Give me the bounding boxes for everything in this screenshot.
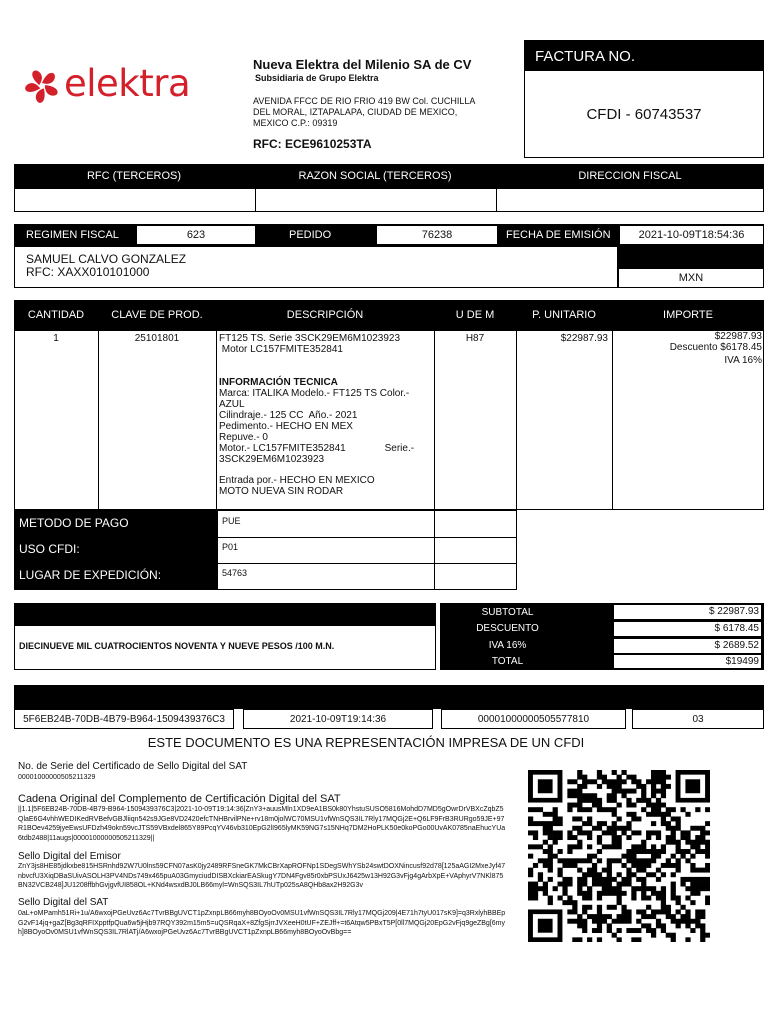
- direccion-fiscal-cell: [496, 188, 764, 212]
- currency-header: [618, 246, 764, 268]
- total-value: $19499: [613, 654, 762, 669]
- info-line: MOTO NUEVA SIN RODAR: [219, 486, 344, 497]
- razon-social-cell: [255, 188, 497, 212]
- iva-value: $ 2689.52: [613, 638, 762, 654]
- info-line: Marca: ITALIKA Modelo.- FT125 TS Color.-: [219, 388, 410, 399]
- metodo-pago-value: PUE: [222, 516, 241, 526]
- col-cantidad: CANTIDAD: [27, 309, 85, 321]
- sat-emisor-label: Sello Digital del Emisor: [18, 851, 121, 862]
- pedido-value: 76238: [376, 225, 498, 245]
- item-unitario: $22987.93: [560, 333, 608, 344]
- stamp-uuid: 5F6EB24B-70DB-4B79-B964-1509439376C3: [14, 709, 234, 729]
- lugar-expedicion-cell: [217, 563, 435, 590]
- sat-cadena-value: ||1.1|5F6EB24B-70DB-4B79-B964-1509439376C3|2021-10-09T19:14:36|ZnY3+auusMln1XD9eA1BS0k80YhstuSUSO5816MohdD7MD5gOwrDrVBXcZqbZ5QlaE6G4vhhWEDIKedRVBefvGBJliiqn542s9JGe8VD2420efcTNHBrvilPNe+rv18m0jolWC70MSU1vfWnSQS3IL7Rly17MQGj2E+Q6LF9FrB3RURgo59JE+97R1BOev4259jyeEwsUFDzh49okn59vcJTS59VBxdel865Y89PcqYV46vb310EpG2lI965lyMK59NG7s15NHq7DM2HoPLK50e0koPGo00UvAK0785naEhucYUa6tdb2488|11augs|00001000000505211329||: [18, 806, 506, 842]
- invoice-box: [524, 40, 764, 158]
- sat-serie-value: 00001000000505211329: [18, 774, 96, 781]
- iva-label: IVA 16%: [488, 639, 527, 651]
- uso-cfdi-value: P01: [222, 542, 239, 552]
- pedido-label: PEDIDO: [289, 229, 332, 241]
- rfc-terceros-cell: [14, 188, 256, 212]
- logo-text: elektra: [64, 62, 191, 105]
- company-subsidiary: Subsidiaria de Grupo Elektra: [255, 73, 379, 83]
- item-importe-value: $22987.93: [714, 331, 762, 342]
- elektra-flower-icon: [22, 66, 62, 106]
- item-cell-clave: [98, 330, 217, 510]
- subtotal-value: $ 22987.93: [613, 604, 762, 620]
- sat-serie-label: No. de Serie del Certificado de Sello Digital del SAT: [18, 761, 248, 772]
- info-line: Pedimento.- HECHO EN MEX: [219, 421, 353, 432]
- col-importe: IMPORTE: [663, 309, 713, 321]
- item-descuento: Descuento $6178.45: [669, 341, 762, 353]
- rfc-terceros-header: RFC (TERCEROS): [86, 170, 182, 182]
- invoice-header: [525, 41, 763, 71]
- invoice-number: CFDI - 60743537: [586, 105, 702, 123]
- info-title: INFORMACIÓN TECNICA: [219, 377, 338, 388]
- item-cell-udem: [434, 330, 517, 510]
- stamp-version: 03: [632, 709, 764, 729]
- info-line: Cilindraje.- 125 CC Año.- 2021: [219, 410, 358, 421]
- info-line: Repuve.- 0: [219, 432, 268, 443]
- item-udem: H87: [465, 333, 485, 344]
- total-label: TOTAL: [491, 655, 524, 667]
- sat-digital-value: 0aL+oMPamh51Ri+1u/A6wxojPGeUvz6Ac7TvrBBgUVCT1pZxnpLB66myh8BOyoOv0MSU1vfWnSQS3IL7Rly17MQGj209|4E71h7tyU017sK9]=q3RxlyhBBEpG2vF14jq+gaZ[Bg3qRFIXpptfpQua6w5jHjb97RQY392m15m5=uQSRqaX+8ZfgSjrrJVXeeH0tUF+ZEJff+=t6Atqw5PBxT5P[0ll7MQGj20EpG2vFjq9geZBg[6myh]8BOyoOv0MSU1vfWnSQS3IL7RlATj/A6wxojPGeUvz6Ac7TvrBBgUVCT1pZxnpLB66myh8BOyoOvBbg==: [18, 910, 506, 936]
- descuento-label: DESCUENTO: [476, 622, 539, 634]
- descuento-value: $ 6178.45: [613, 621, 762, 637]
- lugar-expedicion-label: LUGAR DE EXPEDICIÓN:: [19, 568, 162, 582]
- regimen-value: 623: [136, 225, 256, 245]
- qr-code: [528, 770, 710, 942]
- company-address-line: DEL MORAL, IZTAPALAPA, CIUDAD DE MEXICO,: [253, 107, 458, 117]
- payment-extra-cell: [434, 510, 517, 538]
- invoice-header-label: FACTURA NO.: [535, 47, 636, 65]
- qr-code-icon: [528, 770, 710, 942]
- razon-social-header: RAZON SOCIAL (TERCEROS): [298, 170, 452, 182]
- item-clave: 25101801: [134, 333, 180, 344]
- logo: [22, 64, 232, 110]
- currency-value: MXN: [618, 268, 764, 288]
- sat-digital-label: Sello Digital del SAT: [18, 897, 109, 908]
- payment-extra-cell: [434, 537, 517, 564]
- regimen-label: REGIMEN FISCAL: [26, 229, 119, 241]
- client-rfc: RFC: XAXX010101000: [26, 265, 150, 279]
- desc-line: FT125 TS. Serie 3SCK29EM6M1023923: [219, 333, 401, 344]
- direccion-fiscal-header: DIRECCION FISCAL: [578, 170, 682, 182]
- info-line: AZUL: [219, 399, 245, 410]
- item-description: [219, 333, 433, 497]
- uso-cfdi-cell: [217, 537, 435, 564]
- stamp-header-bar: [14, 685, 764, 709]
- info-line: Motor.- LC157FMITE352841 Serie.-: [219, 443, 415, 454]
- representacion-title: ESTE DOCUMENTO ES UNA REPRESENTACIÓN IMPRESA DE UN CFDI: [147, 735, 585, 750]
- sat-cadena-label: Cadena Original del Complemento de Certificación Digital del SAT: [18, 793, 341, 805]
- col-descripcion: DESCRIPCIÓN: [286, 309, 364, 321]
- fecha-emision-label: FECHA DE EMISIÓN: [506, 229, 611, 241]
- client-name: SAMUEL CALVO GONZALEZ: [26, 252, 187, 266]
- item-cell-cantidad: [14, 330, 99, 510]
- sat-emisor-value: ZnY3js8HE85jdkxbe815HSRnhd92W7U0lns59CFN07asK0jy2489RFSneGK7MkCBrXapROFNp1SDegSWhYSb24swtDOXNincusf92d78[125aAGI2MxeJyf47nbvcfU3XiqDBaSUivASOLH3PV4NDs749x465puA03GmyciudDISBXckiarEASkugY7DN4Fgv85r0xbPSUxJ6425w13H92G3vFjg4gArbXpE+VAphyrV7NKl875BN32VCB248]JU1208ffbhGvjgvfUI858OL+KNd4wsxdBJ0LB66myl=WnSQS3IL7hUTp025sA8QHb8ax2H92G3v: [18, 863, 506, 889]
- item-importe: [612, 332, 762, 367]
- col-clave: CLAVE DE PROD.: [111, 309, 203, 321]
- company-rfc: RFC: ECE9610253TA: [253, 137, 372, 151]
- desc-line: Motor LC157FMITE352841: [219, 344, 343, 355]
- subtotal-label: SUBTOTAL: [481, 606, 534, 618]
- item-iva: IVA 16%: [724, 355, 762, 366]
- stamp-cert: 00001000000505577810: [441, 709, 626, 729]
- col-unitario: P. UNITARIO: [532, 309, 596, 321]
- metodo-pago-label: METODO DE PAGO: [19, 516, 129, 530]
- item-cantidad: 1: [53, 333, 59, 344]
- stamp-fecha: 2021-10-09T19:14:36: [243, 709, 433, 729]
- words-header-bar: [14, 603, 436, 625]
- company-address-line: AVENIDA FFCC DE RIO FRIO 419 BW Col. CUCHILLA: [253, 96, 476, 106]
- payment-extra-cell: [434, 563, 517, 590]
- company-name: Nueva Elektra del Milenio SA de CV: [253, 57, 472, 72]
- metodo-pago-cell: [217, 510, 435, 538]
- company-address-line: MEXICO C.P.: 09319: [253, 118, 338, 128]
- uso-cfdi-label: USO CFDI:: [19, 542, 80, 556]
- amount-in-words: DIECINUEVE MIL CUATROCIENTOS NOVENTA Y NUEVE PESOS /100 M.N.: [19, 641, 335, 651]
- info-line: Entrada por.- HECHO EN MEXICO: [219, 475, 375, 486]
- info-line: 3SCK29EM6M1023923: [219, 454, 325, 465]
- col-udem: U DE M: [455, 309, 495, 321]
- fecha-emision-value: 2021-10-09T18:54:36: [619, 225, 764, 245]
- lugar-expedicion-value: 54763: [222, 568, 248, 578]
- item-cell-unitario: [516, 330, 613, 510]
